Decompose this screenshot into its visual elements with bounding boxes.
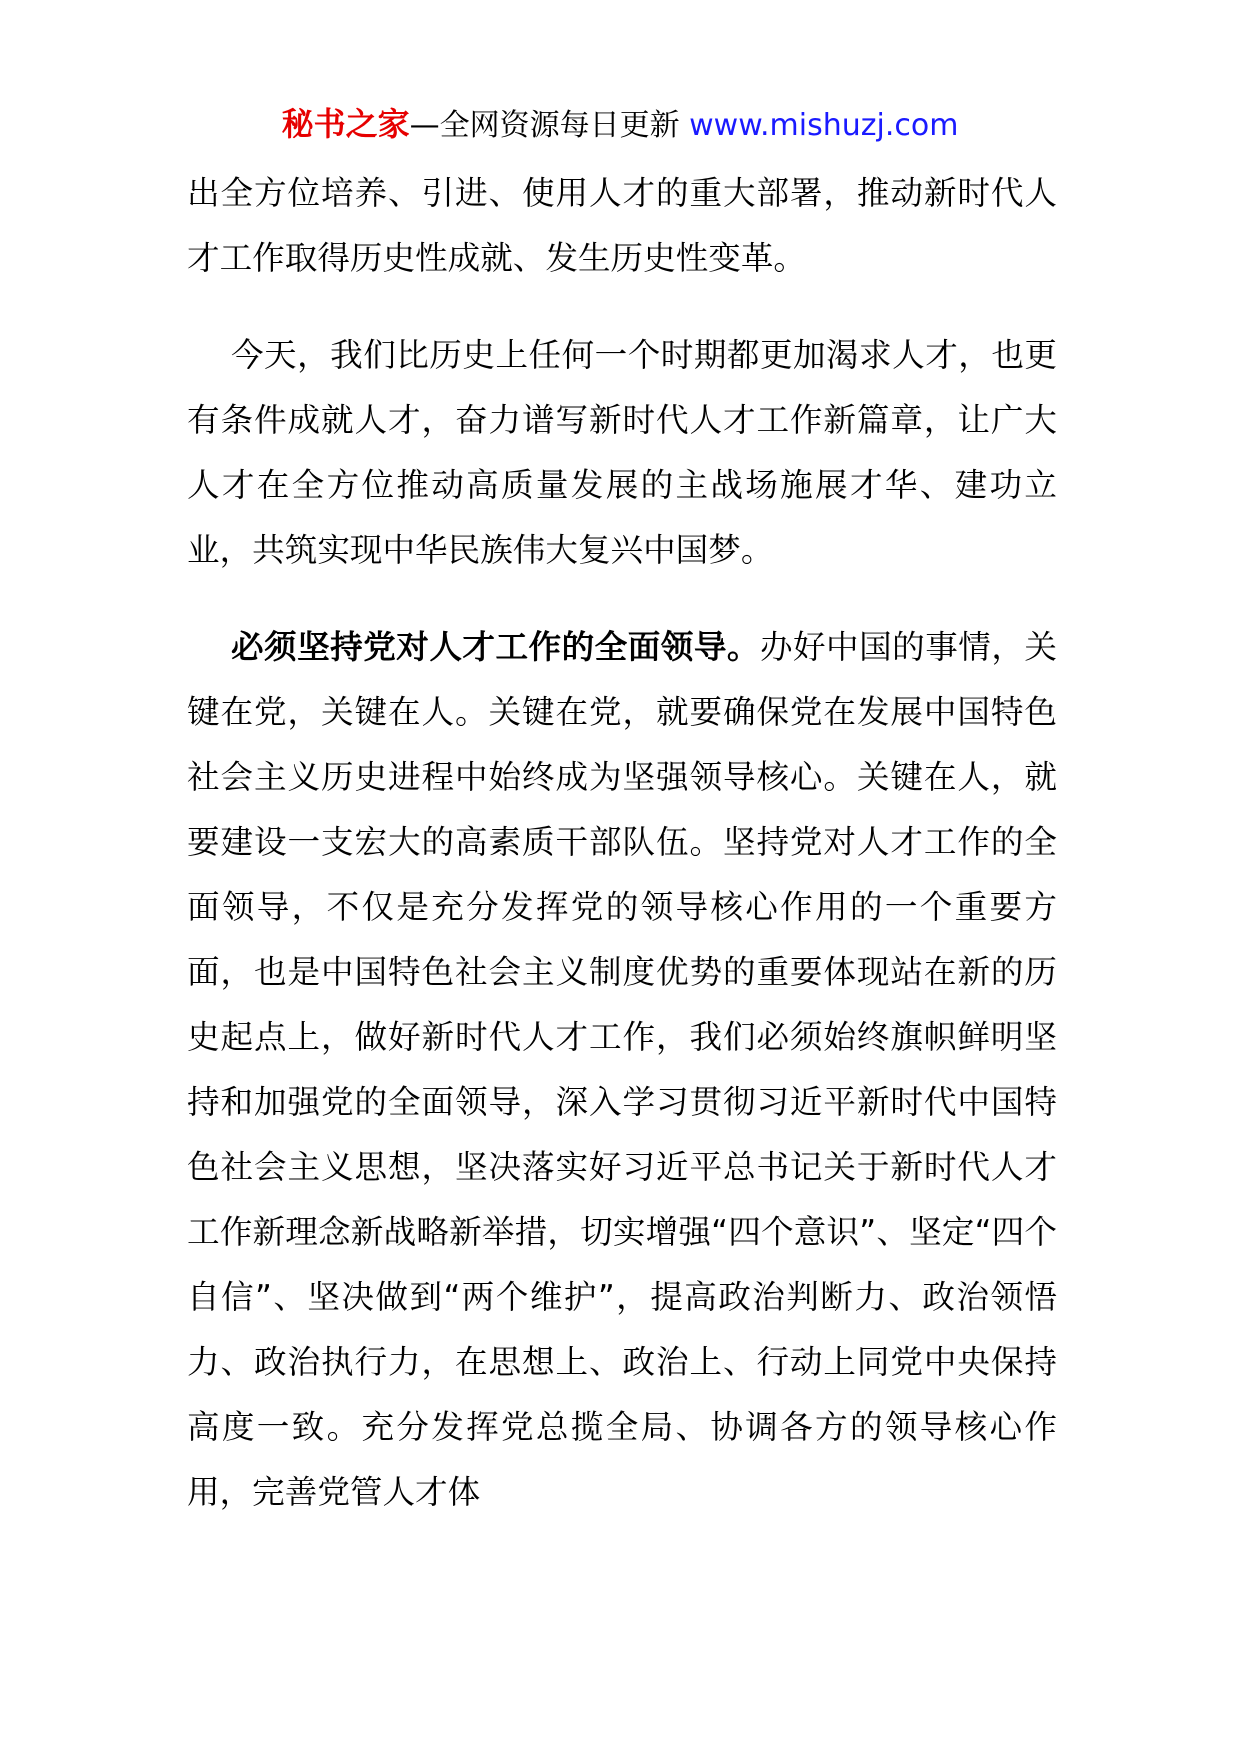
site-tagline: —全网资源每日更新	[409, 108, 680, 143]
paragraph-text: 办好中国的事情，关键在党，关键在人。关键在党，就要确保党在发展中国特色社会主义历史进程中始终成为坚强领导核心。关键在人，就要建设一支宏大的高素质干部队伍。坚持党对人才工作的全面领导，不仅是充分发挥党的领导核心作用的一个重要方面，也是中国特色社会主义制度优势的重要体现站在新的历史起点上，做好新时代人才工作，我们必须始终旗帜鲜明坚持和加强党的全面领导，深入学习贯彻习近平新时代中国特色社会主义思想，坚决落实好习近平总书记关于新时代人才工作新理念新战略新举措，切实增强“四个意识”、坚定“四个自信”、坚决做到“两个维护”，提高政治判断力、政治领悟力、政治执行力，在思想上、政治上、行动上同党中央保持高度一致。充分发挥党总揽全局、协调各方的领导核心作用，完善党管人才体	[187, 628, 1057, 1511]
site-url-link[interactable]: www.mishuzj.com	[689, 108, 959, 143]
paragraph-text: 出全方位培养、引进、使用人才的重大部署，推动新时代人才工作取得历史性成就、发生历史性变革。	[187, 174, 1057, 277]
paragraph-lead-heading: 必须坚持党对人才工作的全面领导。	[231, 628, 760, 666]
paragraph-continued	[187, 161, 1057, 291]
paragraph-with-lead	[187, 615, 1057, 1525]
document-body	[187, 161, 1057, 1525]
paragraph	[187, 323, 1057, 583]
site-brand: 秘书之家	[281, 105, 410, 143]
site-header	[0, 104, 1240, 146]
paragraph-text: 今天，我们比历史上任何一个时期都更加渴求人才，也更有条件成就人才，奋力谱写新时代人才工作新篇章，让广大人才在全方位推动高质量发展的主战场施展才华、建功立业，共筑实现中华民族伟大复兴中国梦。	[187, 336, 1057, 569]
